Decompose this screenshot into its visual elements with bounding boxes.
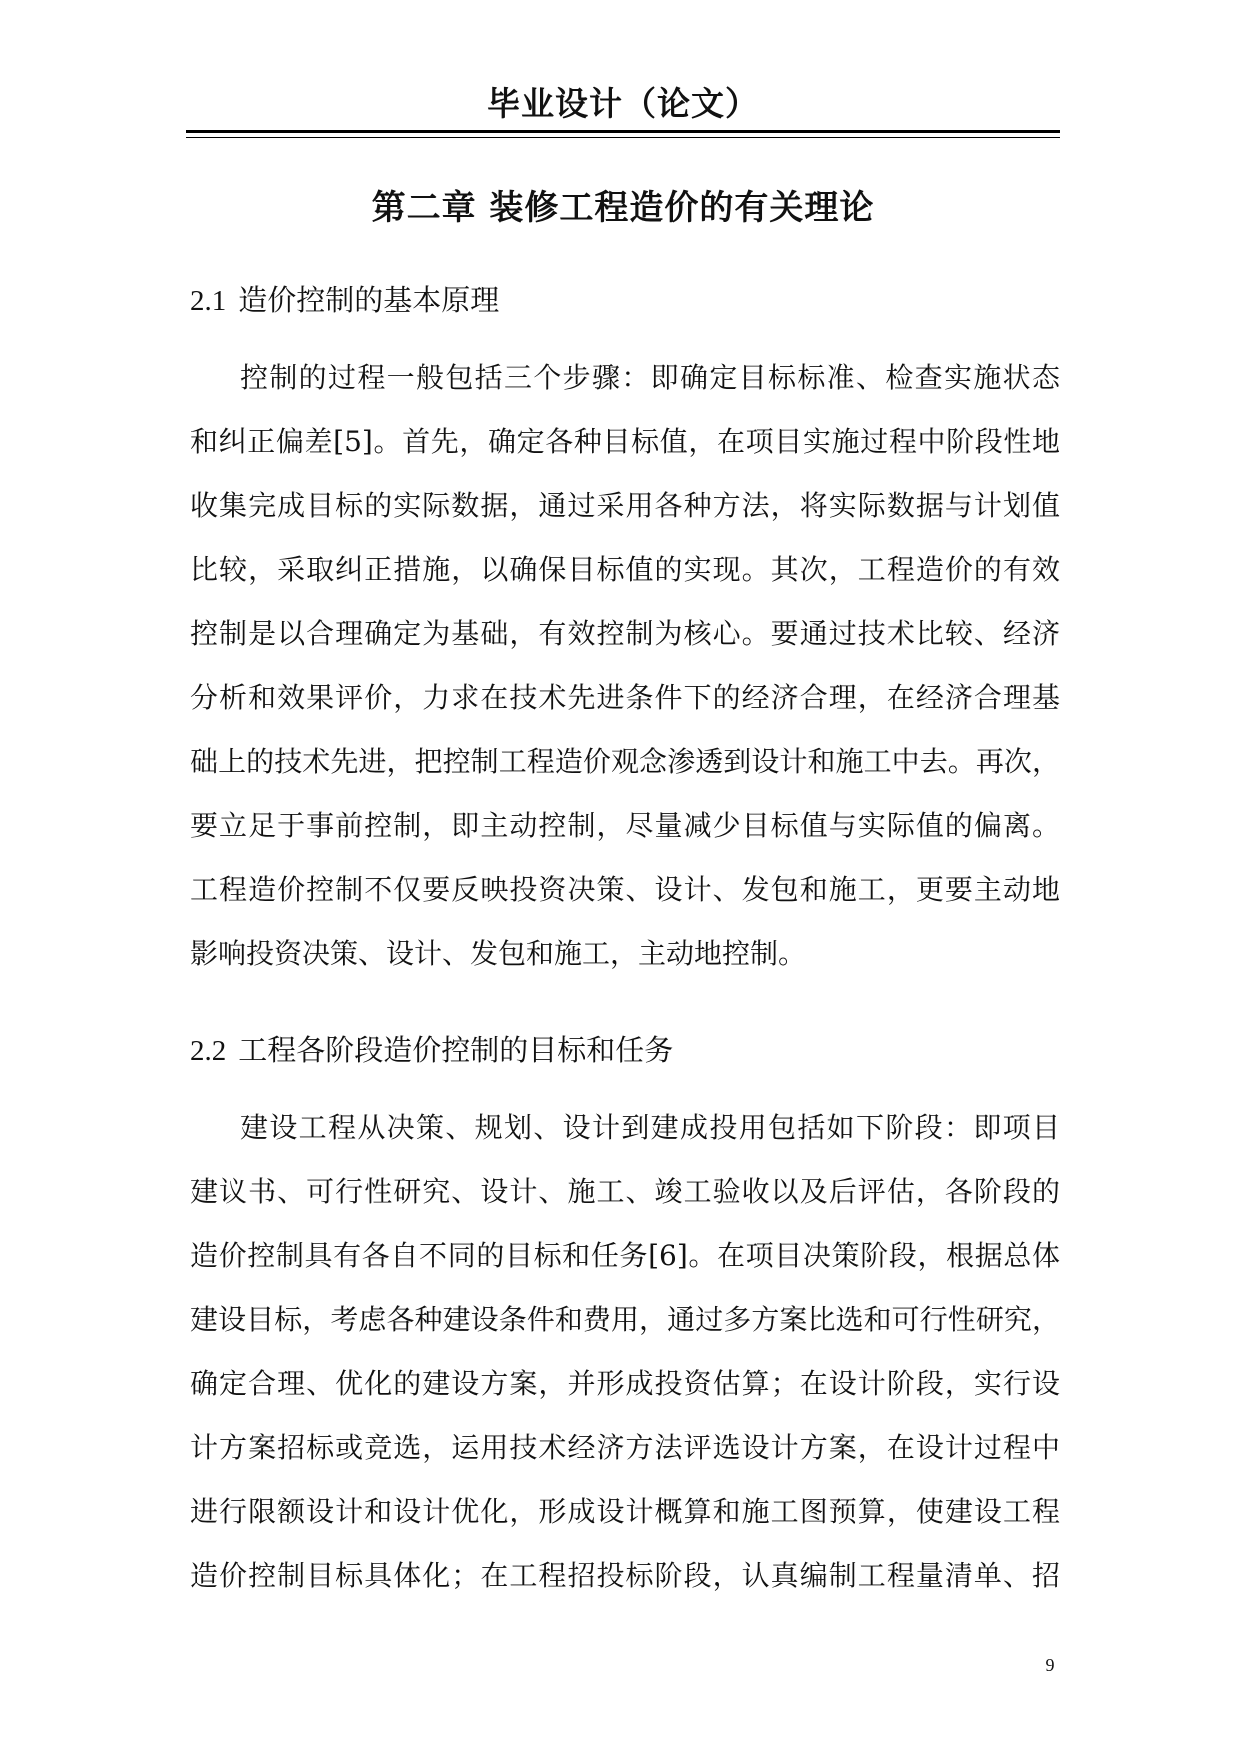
- paragraph-line: 进行限额设计和设计优化，形成设计概算和施工图预算，使建设工程: [190, 1495, 1060, 1528]
- chapter-title: 第二章 装修工程造价的有关理论: [371, 188, 875, 228]
- section-heading-2-1: [190, 280, 499, 321]
- paragraph-line: 和纠正偏差[5]。首先，确定各种目标值，在项目实施过程中阶段性地: [190, 425, 1060, 458]
- paragraph-line: 收集完成目标的实际数据，通过采用各种方法，将实际数据与计划值: [190, 489, 1060, 522]
- paragraph-line: 比较，采取纠正措施，以确保目标值的实现。其次，工程造价的有效: [190, 553, 1060, 586]
- paragraph-line: 建设工程从决策、规划、设计到建成投用包括如下阶段：即项目: [240, 1111, 1060, 1144]
- page-number: 9: [1045, 1655, 1055, 1675]
- paragraph-line: 控制的过程一般包括三个步骤：即确定目标标准、检查实施状态: [240, 361, 1060, 394]
- section-number: 2.2: [190, 1035, 227, 1067]
- header-rule-thick: [186, 130, 1060, 133]
- paragraph-line: 造价控制目标具体化；在工程招投标阶段，认真编制工程量清单、招: [190, 1559, 1060, 1592]
- paragraph-line: 要立足于事前控制，即主动控制，尽量减少目标值与实际值的偏离。: [190, 809, 1060, 842]
- header-rule-thin: [186, 137, 1060, 138]
- running-header: 毕业设计（论文）: [487, 84, 759, 123]
- paragraph-line: 确定合理、优化的建设方案，并形成投资估算；在设计阶段，实行设: [190, 1367, 1060, 1400]
- paragraph-line: 计方案招标或竞选，运用技术经济方法评选设计方案，在设计过程中: [190, 1431, 1060, 1464]
- paragraph-line: 工程造价控制不仅要反映投资决策、设计、发包和施工，更要主动地: [190, 873, 1060, 906]
- paragraph-line: 控制是以合理确定为基础，有效控制为核心。要通过技术比较、经济: [190, 617, 1060, 650]
- paragraph-line: 影响投资决策、设计、发包和施工，主动地控制。: [190, 937, 807, 970]
- section-title: 工程各阶段造价控制的目标和任务: [238, 1033, 674, 1067]
- section-number: 2.1: [190, 285, 227, 317]
- section-heading-2-2: [190, 1030, 673, 1071]
- paragraph-line: 分析和效果评价，力求在技术先进条件下的经济合理，在经济合理基: [190, 681, 1060, 714]
- paragraph-line: 础上的技术先进，把控制工程造价观念渗透到设计和施工中去。再次，: [190, 745, 1060, 778]
- paragraph-line: 造价控制具有各自不同的目标和任务[6]。在项目决策阶段，根据总体: [190, 1239, 1060, 1272]
- section-2-2-paragraph: [190, 1096, 1060, 1608]
- paragraph-line: 建议书、可行性研究、设计、施工、竣工验收以及后评估，各阶段的: [190, 1175, 1060, 1208]
- section-title: 造价控制的基本原理: [238, 283, 500, 317]
- paragraph-line: 建设目标，考虑各种建设条件和费用，通过多方案比选和可行性研究，: [190, 1303, 1060, 1336]
- section-2-1-paragraph: [190, 346, 1060, 986]
